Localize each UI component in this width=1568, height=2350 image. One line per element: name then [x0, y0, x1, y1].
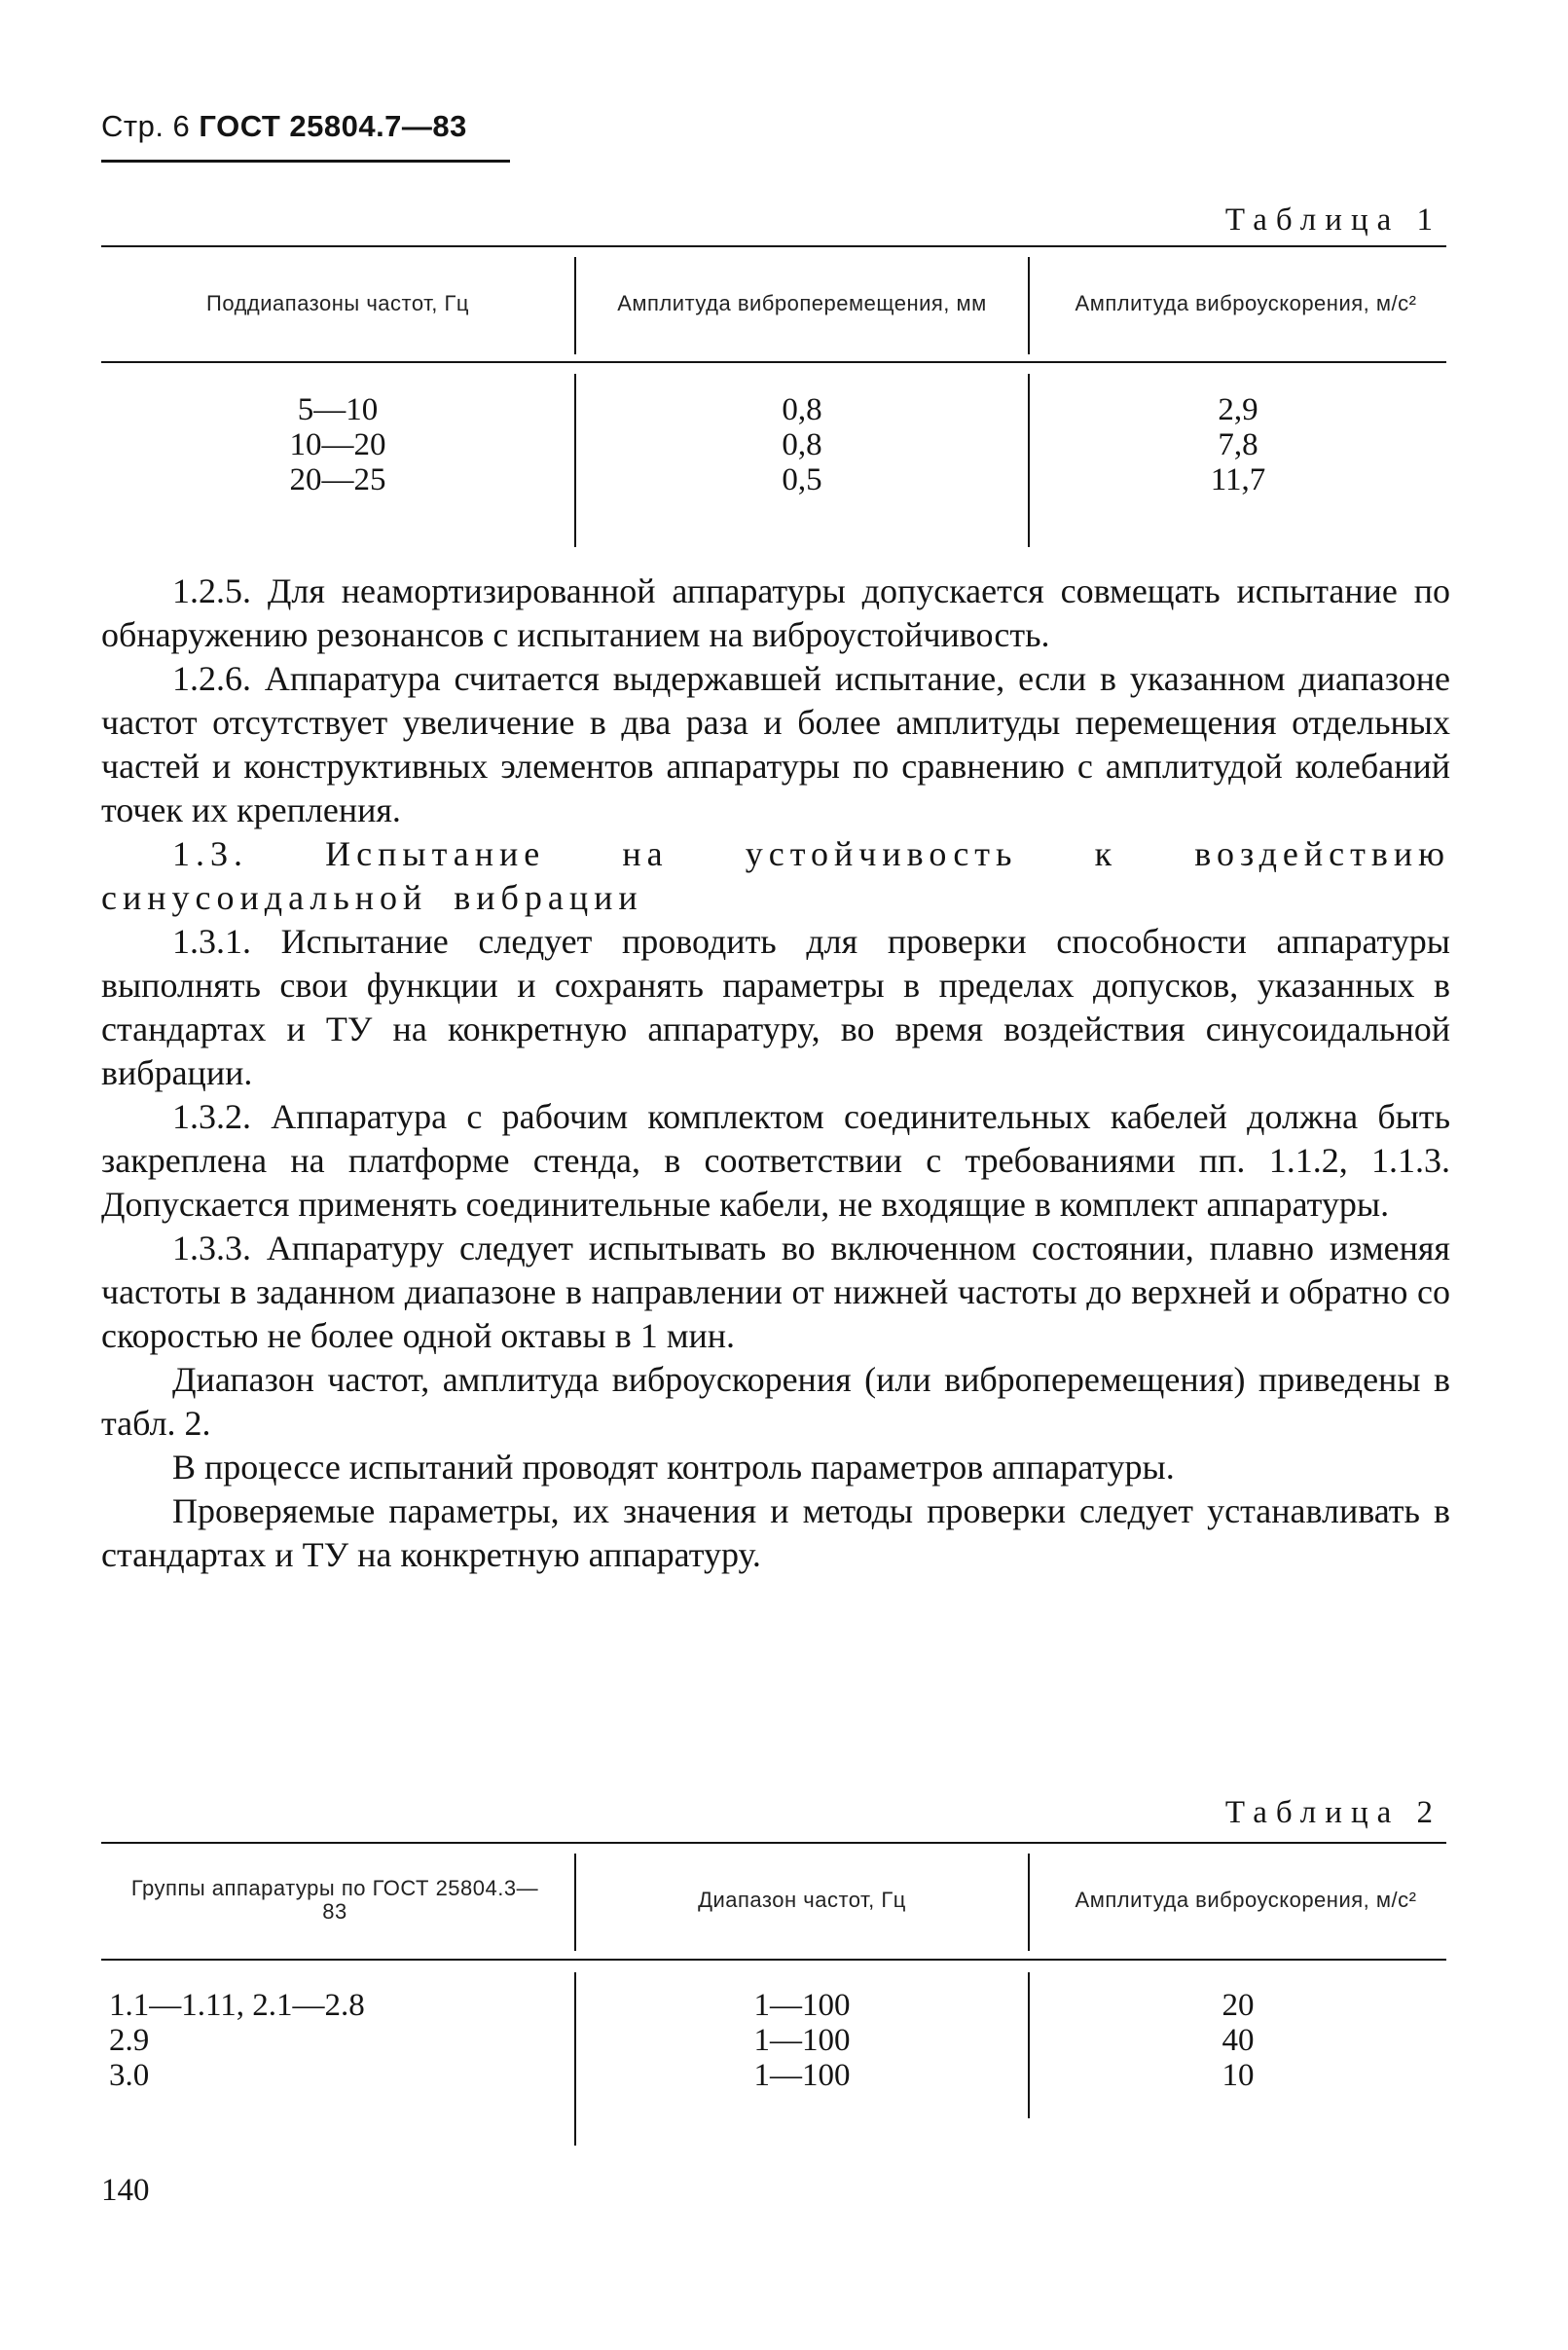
table2-cell: 1.1—1.11, 2.1—2.8: [109, 1988, 365, 2023]
table1-header-cell: Амплитуда виброускорения, м/с²: [1075, 290, 1417, 315]
table1-caption: Таблица 1: [1224, 202, 1441, 238]
table1-cell: 0,8: [782, 427, 822, 462]
table2-cell: 1—100: [753, 2058, 851, 2093]
table2-cell: 3.0: [109, 2058, 150, 2093]
table2-column: [576, 1988, 1028, 2093]
table2-cell: 10: [1222, 2058, 1255, 2093]
table2: [101, 1842, 1446, 2146]
paragraph: 1.2.5. Для неамортизированной аппаратуры допускается совмещать испытание по обнаружению резонансов с испытанием на виброустойчивость.: [101, 571, 1450, 654]
page-number: 140: [101, 2173, 150, 2208]
table2-cell: 1—100: [753, 1988, 851, 2023]
table1-header-rule: [101, 361, 1446, 363]
paragraph: Диапазон частот, амплитуда виброускорения (или виброперемещения) приведены в табл. 2.: [101, 1360, 1450, 1443]
table2-cell: 2.9: [109, 2023, 150, 2058]
table2-column: [1030, 1988, 1446, 2093]
table1-cell: 10—20: [289, 427, 386, 462]
page-label: Стр. 6: [101, 109, 191, 143]
table2-divider: [574, 1854, 576, 1951]
table2-column: [109, 1988, 566, 2093]
table1-divider: [1028, 257, 1030, 354]
paragraph: В процессе испытаний проводят контроль параметров аппаратуры.: [172, 1448, 1175, 1487]
table1-cell: 11,7: [1210, 462, 1266, 497]
table1-cell: 20—25: [289, 462, 386, 497]
table1-column: [1030, 392, 1446, 497]
table1-cell: 7,8: [1218, 427, 1258, 462]
table1-column: [576, 392, 1028, 497]
table1-divider: [574, 257, 576, 354]
table2-cell: 40: [1222, 2023, 1255, 2058]
table2-divider: [1028, 1854, 1030, 1951]
table2-cell: 20: [1222, 1988, 1255, 2023]
table1-column: [101, 392, 574, 497]
table2-header-cell: Амплитуда виброускорения, м/с²: [1075, 1888, 1417, 1912]
header-rule: [101, 160, 510, 163]
table2-cell: 1—100: [753, 2023, 851, 2058]
table1-cell: 2,9: [1218, 392, 1258, 427]
paragraph: Проверяемые параметры, их значения и методы проверки следует устанавливать в стандартах и ТУ на конкретную аппаратуру.: [101, 1491, 1450, 1574]
table2-caption: Таблица 2: [1224, 1795, 1441, 1830]
table1: [101, 245, 1446, 547]
table1-header-cell: Поддиапазоны частот, Гц: [206, 290, 469, 315]
table1-cell: 0,5: [782, 462, 822, 497]
table1-cell: 5—10: [297, 392, 379, 427]
table1-header-cell: Амплитуда виброперемещения, мм: [617, 290, 987, 315]
section-heading: 1.3. Испытание на устойчивость к воздействию синусоидальной вибрации: [101, 834, 1450, 917]
table2-header-cell: Группы аппаратуры по ГОСТ 25804.3—83: [130, 1876, 539, 1924]
table1-cell: 0,8: [782, 392, 822, 427]
body-text: [101, 569, 1450, 1577]
table2-header-cell: Диапазон частот, Гц: [698, 1888, 906, 1912]
paragraph: 1.2.6. Аппаратура считается выдержавшей испытание, если в указанном диапазоне частот отсутствует увеличение в два раза и более амплитуды перемещения отдельных частей и конструктивных элементов аппаратуры по сравнению с амплитудой колебаний точек их крепления.: [101, 659, 1450, 829]
paragraph: 1.3.1. Испытание следует проводить для проверки способности аппаратуры выполнять свои функции и сохранять параметры в пределах допусков, указанных в стандартах и ТУ на конкретную аппаратуру, во время воздействия синусоидальной вибрации.: [101, 922, 1450, 1092]
page-header: [101, 109, 467, 144]
table2-header-rule: [101, 1959, 1446, 1961]
paragraph: 1.3.2. Аппаратура с рабочим комплектом соединительных кабелей должна быть закреплена на платформе стенда, в соответствии с требованиями пп. 1.1.2, 1.1.3. Допускается применять соединительные кабели, не входящие в комплект аппаратуры.: [101, 1097, 1450, 1224]
standard-number: ГОСТ 25804.7—83: [199, 109, 467, 143]
paragraph: 1.3.3. Аппаратуру следует испытывать во включенном состоянии, плавно изменяя частоты в заданном диапазоне в направлении от нижней частоты до верхней и обратно со скоростью не более одной октавы в 1 мин.: [101, 1229, 1450, 1355]
